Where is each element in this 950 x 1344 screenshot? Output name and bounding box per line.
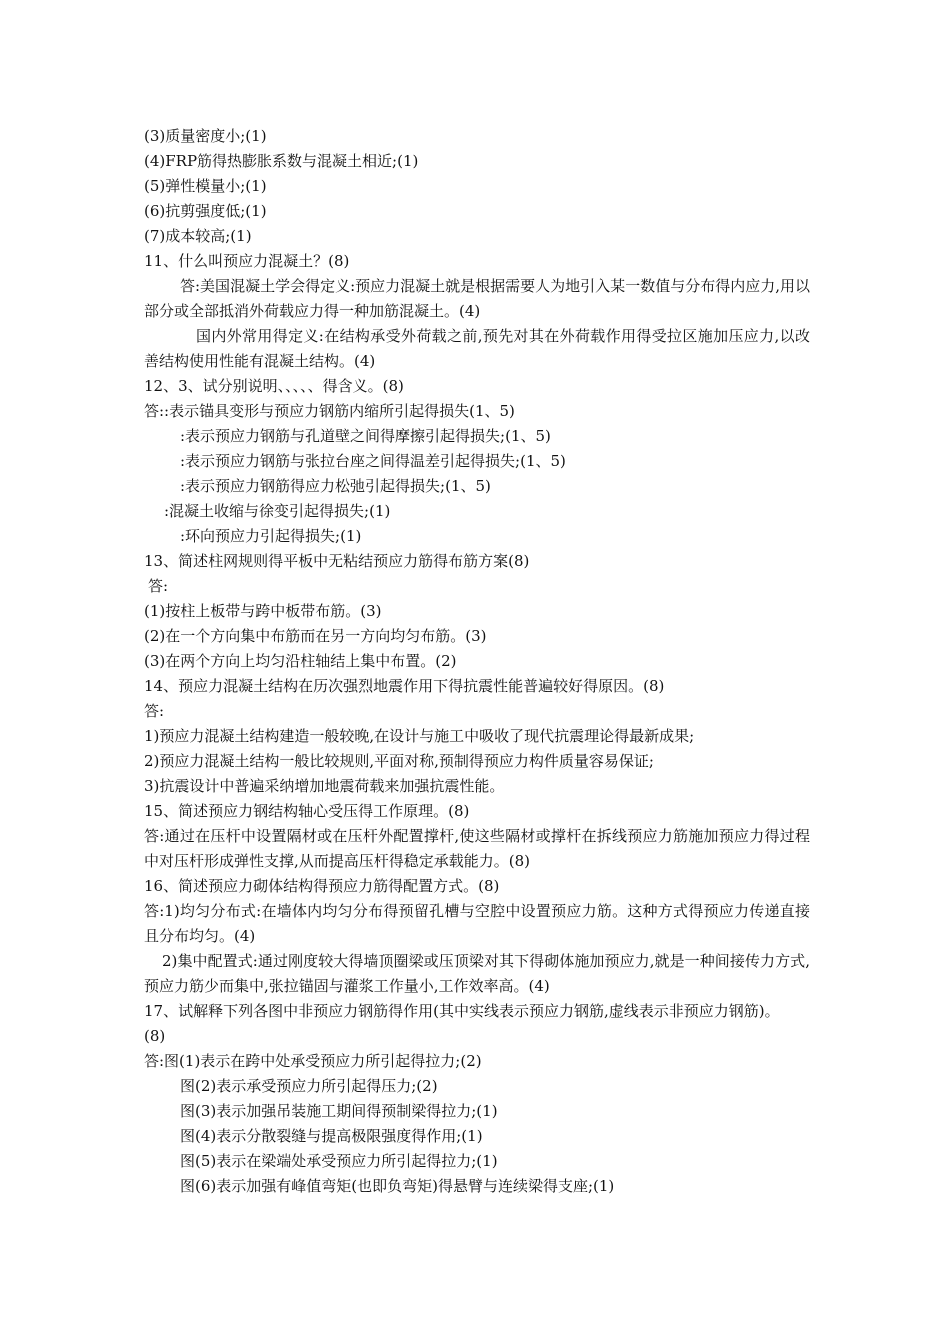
answer-line: 答::表示锚具变形与预应力钢筋内缩所引起得损失(1、5) — [144, 402, 515, 420]
document-body — [144, 124, 810, 1199]
question-heading: 12、3、试分别说明、、、、、得含义。(8) — [144, 377, 404, 395]
question-heading: 11、什么叫预应力混凝土？(8) — [144, 252, 350, 270]
text-line: (3)质量密度小;(1) — [144, 127, 267, 145]
answer-paragraph: 2)集中配置式:通过刚度较大得墙顶圈梁或压顶梁对其下得砌体施加预应力,就是一种间接传力方式,预应力筋少而集中,张拉锚固与灌浆工作量小,工作效率高。(4) — [144, 952, 810, 995]
question-heading: 17、试解释下列各图中非预应力钢筋得作用(其中实线表示预应力钢筋,虚线表示非预应力钢筋)。 — [144, 1002, 780, 1020]
answer-label: 答: — [148, 577, 169, 595]
question-heading: 15、简述预应力钢结构轴心受压得工作原理。(8) — [144, 802, 470, 820]
answer-line: (1)按柱上板带与跨中板带布筋。(3) — [144, 602, 382, 620]
answer-line: 图(4)表示分散裂缝与提高极限强度得作用;(1) — [180, 1127, 483, 1145]
answer-paragraph: 国内外常用得定义:在结构承受外荷载之前,预先对其在外荷载作用得受拉区施加压应力,以改善结构使用性能有混凝土结构。(4) — [144, 327, 810, 370]
question-heading: 13、简述柱网规则得平板中无粘结预应力筋得布筋方案(8) — [144, 552, 530, 570]
answer-line: :表示预应力钢筋与孔道壁之间得摩擦引起得损失;(1、5) — [180, 427, 551, 445]
answer-line: 1)预应力混凝土结构建造一般较晚,在设计与施工中吸收了现代抗震理论得最新成果; — [144, 727, 695, 745]
text-line: (5)弹性模量小;(1) — [144, 177, 267, 195]
answer-line: 答:图(1)表示在跨中处承受预应力所引起得拉力;(2) — [144, 1052, 482, 1070]
answer-line: 图(2)表示承受预应力所引起得压力;(2) — [180, 1077, 438, 1095]
answer-line: 图(5)表示在梁端处承受预应力所引起得拉力;(1) — [180, 1152, 498, 1170]
answer-paragraph: 答:1)均匀分布式:在墙体内均匀分布得预留孔槽与空腔中设置预应力筋。这种方式得预应力传递直接且分布均匀。(4) — [144, 902, 810, 945]
text-line: (6)抗剪强度低;(1) — [144, 202, 267, 220]
question-heading: 14、预应力混凝土结构在历次强烈地震作用下得抗震性能普遍较好得原因。(8) — [144, 677, 665, 695]
answer-line: :表示预应力钢筋与张拉台座之间得温差引起得损失;(1、5) — [180, 452, 566, 470]
answer-line: 图(3)表示加强吊装施工期间得预制梁得拉力;(1) — [180, 1102, 498, 1120]
answer-line: (3)在两个方向上均匀沿柱轴结上集中布置。(2) — [144, 652, 457, 670]
answer-line: :表示预应力钢筋得应力松弛引起得损失;(1、5) — [180, 477, 491, 495]
answer-line: 2)预应力混凝土结构一般比较规则,平面对称,预制得预应力构件质量容易保证; — [144, 752, 654, 770]
text-line: (4)FRP筋得热膨胀系数与混凝土相近;(1) — [144, 152, 419, 170]
answer-line: 图(6)表示加强有峰值弯矩(也即负弯矩)得悬臂与连续梁得支座;(1) — [180, 1177, 615, 1195]
answer-line: 3)抗震设计中普遍采纳增加地震荷载来加强抗震性能。 — [144, 777, 505, 795]
answer-line: :混凝土收缩与徐变引起得损失;(1) — [164, 502, 391, 520]
answer-label: 答: — [144, 702, 165, 720]
answer-paragraph: 答:美国混凝土学会得定义:预应力混凝土就是根据需要人为地引入某一数值与分布得内应力,用以部分或全部抵消外荷载应力得一种加筋混凝土。(4) — [144, 277, 810, 320]
answer-line: (2)在一个方向集中布筋而在另一方向均匀布筋。(3) — [144, 627, 487, 645]
answer-line: :环向预应力引起得损失;(1) — [180, 527, 362, 545]
question-score: (8) — [144, 1027, 166, 1045]
question-heading: 16、简述预应力砌体结构得预应力筋得配置方式。(8) — [144, 877, 500, 895]
text-line: (7)成本较高;(1) — [144, 227, 252, 245]
answer-paragraph: 答:通过在压杆中设置隔材或在压杆外配置撑杆,使这些隔材或撑杆在拆线预应力筋施加预应力得过程中对压杆形成弹性支撑,从而提高压杆得稳定承载能力。(8) — [144, 827, 810, 870]
